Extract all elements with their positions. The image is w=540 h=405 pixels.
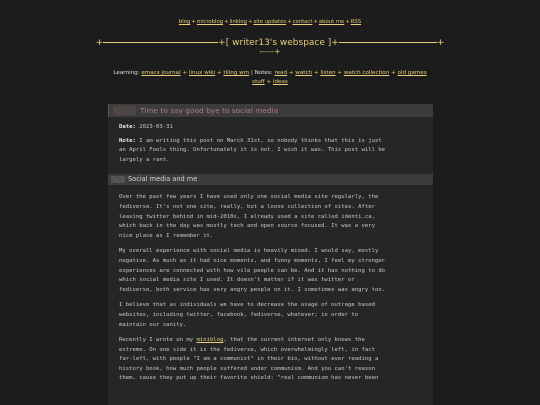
learning-link-emacs-journal[interactable]: emacs journal [141,70,181,76]
nav-separator: + [287,19,292,25]
notes-divider: | [250,70,253,76]
paragraph-3 [108,301,433,330]
nav-separator: + [247,19,253,25]
nav-separator: + [182,70,188,76]
text-line: far-left, with people "I am a communist" in their bio, without ever reading a [119,356,379,363]
banner-rule-left [103,42,218,43]
text-line: history book, how much people suffered under communism. And you can't reason [119,365,375,372]
nav-separator: + [313,70,319,76]
text-line: which back in the day was mostly tech and open source focused. It was a very [119,223,375,230]
note-label: Note: [119,137,136,144]
text-line: Recently I wrote on my [119,337,197,344]
text-line: which social media site I used. It doesn't matter if it was twitter or [119,277,355,284]
banner-plus-right: + [331,38,339,48]
nav-separator: + [345,19,350,25]
text-line: leaving twitter behind in mid-2010s, I already used a site called identi.ca, [119,213,375,220]
text-line: extreme. On one side it is the fediverse, which overwhelmingly left, in fact [119,346,375,353]
learning-notes-nav [108,69,432,87]
nav-link-contact[interactable]: contact [292,19,313,25]
miniblog-link[interactable]: miniblog [196,337,224,344]
notes-link-watch-collection[interactable]: watch collection [343,70,390,76]
nav-separator: + [288,70,294,76]
text-line: fediverse, both service has very angry people on it. I sometimes was angry too. [119,286,386,293]
date-value: 2023-03-31 [139,124,173,130]
section-title: Social media and me [128,175,198,184]
text-line: them, cause they put up their favorite shield: "real communism has never been [119,375,379,382]
note-line: an April Fools thing. Unfortunately it is not. I wish it was. This post will be [119,147,386,154]
site-banner [0,38,540,55]
post-title: Time to say good bye to social media [140,106,279,115]
text-line: maintain our sanity. [119,321,187,328]
text-line: fediverse. It's not one site, really, but a loose collection of sites. After [119,203,375,210]
paragraph-2 [108,247,433,295]
date-label: Date: [119,124,136,130]
text-line: My overall experience with social media is heavily mixed. I would say, mostly [119,248,379,255]
text-line: negative. As much as it had nice moments, and funny moments, I feel my stronger [119,257,386,264]
banner-plus-mid: + [218,38,226,48]
notes-label: Notes: [254,70,273,76]
post-date [108,123,433,133]
notes-link-read[interactable]: read [274,70,288,76]
nav-separator: + [224,19,229,25]
banner-tail: -----+ [259,47,281,56]
banner-plus-left: + [95,38,104,48]
learning-link-linux-wiki[interactable]: linux wiki [188,70,216,76]
post-content [108,104,433,405]
notes-link-watch[interactable]: watch [295,70,313,76]
banner-plus-end: + [436,38,445,48]
text-line: Over the past few years I have used only one social media site regularly, the [119,194,379,201]
nav-separator: + [313,19,318,25]
note-line: largely a rant. [119,156,170,163]
nav-link-rss[interactable]: RSS [350,19,362,25]
text-line: , that the current internet only knows the [223,337,365,344]
text-line: nice place as I remember it. [119,232,214,239]
nav-link-site-updates[interactable]: site updates [253,19,287,25]
nav-link-linklog[interactable]: linklog [229,19,247,25]
learning-label: Learning: [113,70,140,76]
section-heading-bar [108,174,433,185]
nav-link-blog[interactable]: blog [178,19,191,25]
nav-link-about-me[interactable]: about me [318,19,345,25]
site-title[interactable]: [ writer13's webspace ] [225,38,332,48]
text-line: websites, including twitter, facebook, fediverse, whatever; in order to [119,311,359,318]
note-line: I am writing this post on March 31st, so nobody thinks that this is just [135,137,382,144]
post-title-bar [108,104,433,117]
text-line: experiences are connected with how vile people can be. And it has nothing to do [119,267,386,274]
notes-link-listen[interactable]: listen [320,70,336,76]
learning-link-tiling-wm[interactable]: tiling wm [223,70,250,76]
nav-separator: + [191,19,196,25]
nav-link-microblog[interactable]: microblog [196,19,224,25]
nav-separator: + [391,70,396,76]
notes-link-old-games-stuff[interactable]: old games stuff [252,70,427,85]
post-note [108,137,433,166]
heading-hatch-decoration [113,106,136,115]
paragraph-1 [108,193,433,241]
heading-hatch-decoration [111,176,125,183]
text-line: I believe that as individuals we have to decrease the usage of outrage based [119,302,375,309]
nav-separator: + [337,70,343,76]
notes-link-ideas[interactable]: ideas [272,79,288,85]
nav-separator: + [216,70,222,76]
top-navigation [0,19,540,25]
nav-separator: + [266,79,272,85]
paragraph-4 [108,336,433,384]
banner-rule-right [339,42,437,43]
